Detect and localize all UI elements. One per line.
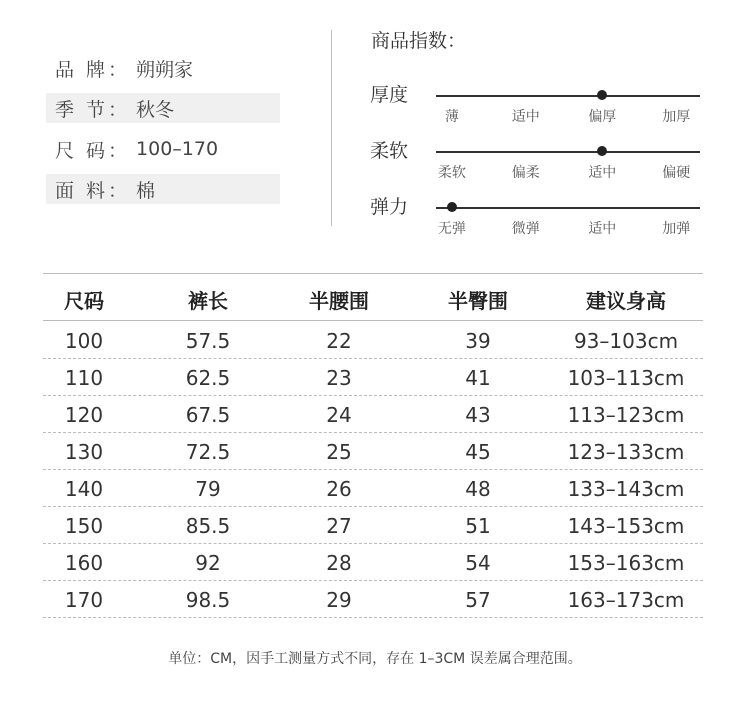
table-cell: 45 <box>465 440 491 464</box>
table-cell: 160 <box>64 551 104 575</box>
slider-option: 偏硬 <box>662 165 691 181</box>
table-header-cell: 建议身高 <box>586 289 666 313</box>
table-header-cell: 半臀围 <box>448 289 508 313</box>
info-row-size <box>46 134 280 164</box>
table-cell: 93–103cm <box>573 329 679 353</box>
info-label: 季 节： <box>55 98 131 121</box>
table-row <box>43 470 703 507</box>
slider-name: 弹力 <box>370 196 409 218</box>
table-cell: 133–143cm <box>567 477 685 501</box>
slider-name: 厚度 <box>370 84 409 106</box>
table-cell: 28 <box>326 551 352 575</box>
table-cell: 170 <box>64 588 104 612</box>
table-header-cell: 半腰围 <box>309 289 369 313</box>
table-cell: 43 <box>465 403 491 427</box>
slider-option: 薄 <box>444 109 459 125</box>
info-label: 面 料： <box>55 179 131 202</box>
slider-option: 无弹 <box>437 221 466 237</box>
table-top-line <box>43 273 703 274</box>
slider-marker <box>447 202 457 212</box>
table-cell: 51 <box>465 514 491 538</box>
index-slider <box>370 83 700 133</box>
info-value: 朔朔家 <box>136 58 194 81</box>
table-cell: 26 <box>326 477 352 501</box>
slider-marker <box>597 146 607 156</box>
table-cell: 143–153cm <box>567 514 685 538</box>
table-header-cell: 裤长 <box>188 289 228 313</box>
slider-track <box>436 95 700 97</box>
table-header-cell: 尺码 <box>64 289 104 313</box>
table-row <box>43 322 703 359</box>
info-value: 秋冬 <box>136 98 175 121</box>
slider-option: 偏柔 <box>511 165 540 181</box>
table-cell: 79 <box>195 477 221 501</box>
info-value: 100–170 <box>136 138 219 160</box>
row-separator <box>43 617 703 618</box>
slider-option: 适中 <box>588 221 617 237</box>
table-cell: 123–133cm <box>567 440 685 464</box>
table-cell: 110 <box>64 366 104 390</box>
slider-option: 微弹 <box>511 221 540 237</box>
info-value: 棉 <box>136 179 156 202</box>
table-cell: 25 <box>326 440 352 464</box>
measurement-note: 单位：CM，因手工测量方式不同，存在 1–3CM 误差属合理范围。 <box>168 651 582 667</box>
table-cell: 113–123cm <box>567 403 685 427</box>
table-row <box>43 359 703 396</box>
table-cell: 130 <box>64 440 104 464</box>
info-row-season <box>46 93 280 123</box>
table-cell: 72.5 <box>185 440 231 464</box>
table-cell: 163–173cm <box>567 588 685 612</box>
slider-option: 适中 <box>511 109 540 125</box>
index-slider <box>370 139 700 189</box>
table-row <box>43 433 703 470</box>
table-cell: 153–163cm <box>567 551 685 575</box>
table-cell: 98.5 <box>185 588 231 612</box>
info-row-fabric <box>46 174 280 204</box>
table-cell: 41 <box>465 366 491 390</box>
table-cell: 62.5 <box>185 366 231 390</box>
table-cell: 23 <box>326 366 352 390</box>
info-label: 尺 码： <box>55 139 131 162</box>
table-cell: 67.5 <box>185 403 231 427</box>
table-row <box>43 581 703 618</box>
slider-option: 加弹 <box>662 221 691 237</box>
table-cell: 29 <box>326 588 352 612</box>
table-cell: 92 <box>195 551 221 575</box>
table-cell: 57 <box>465 588 491 612</box>
table-cell: 27 <box>326 514 352 538</box>
table-row <box>43 507 703 544</box>
slider-option: 适中 <box>588 165 617 181</box>
table-cell: 54 <box>465 551 491 575</box>
table-cell: 150 <box>64 514 104 538</box>
table-cell: 48 <box>465 477 491 501</box>
table-cell: 120 <box>64 403 104 427</box>
slider-option: 加厚 <box>662 109 691 125</box>
table-cell: 100 <box>64 329 104 353</box>
slider-track <box>436 207 700 209</box>
table-cell: 140 <box>64 477 104 501</box>
slider-track <box>436 151 700 153</box>
slider-marker <box>597 90 607 100</box>
table-cell: 22 <box>326 329 352 353</box>
slider-option: 柔软 <box>437 165 466 181</box>
table-cell: 39 <box>465 329 491 353</box>
slider-option: 偏厚 <box>588 109 617 125</box>
vertical-divider <box>331 30 332 226</box>
table-header-line <box>43 320 703 321</box>
table-cell: 85.5 <box>185 514 231 538</box>
info-row-brand <box>46 53 280 83</box>
table-row <box>43 544 703 581</box>
table-cell: 103–113cm <box>567 366 685 390</box>
index-slider <box>370 195 700 245</box>
table-row <box>43 396 703 433</box>
table-cell: 24 <box>326 403 352 427</box>
slider-name: 柔软 <box>370 140 409 162</box>
info-label: 品 牌： <box>55 58 131 81</box>
index-title: 商品指数： <box>371 30 467 52</box>
table-cell: 57.5 <box>185 329 231 353</box>
